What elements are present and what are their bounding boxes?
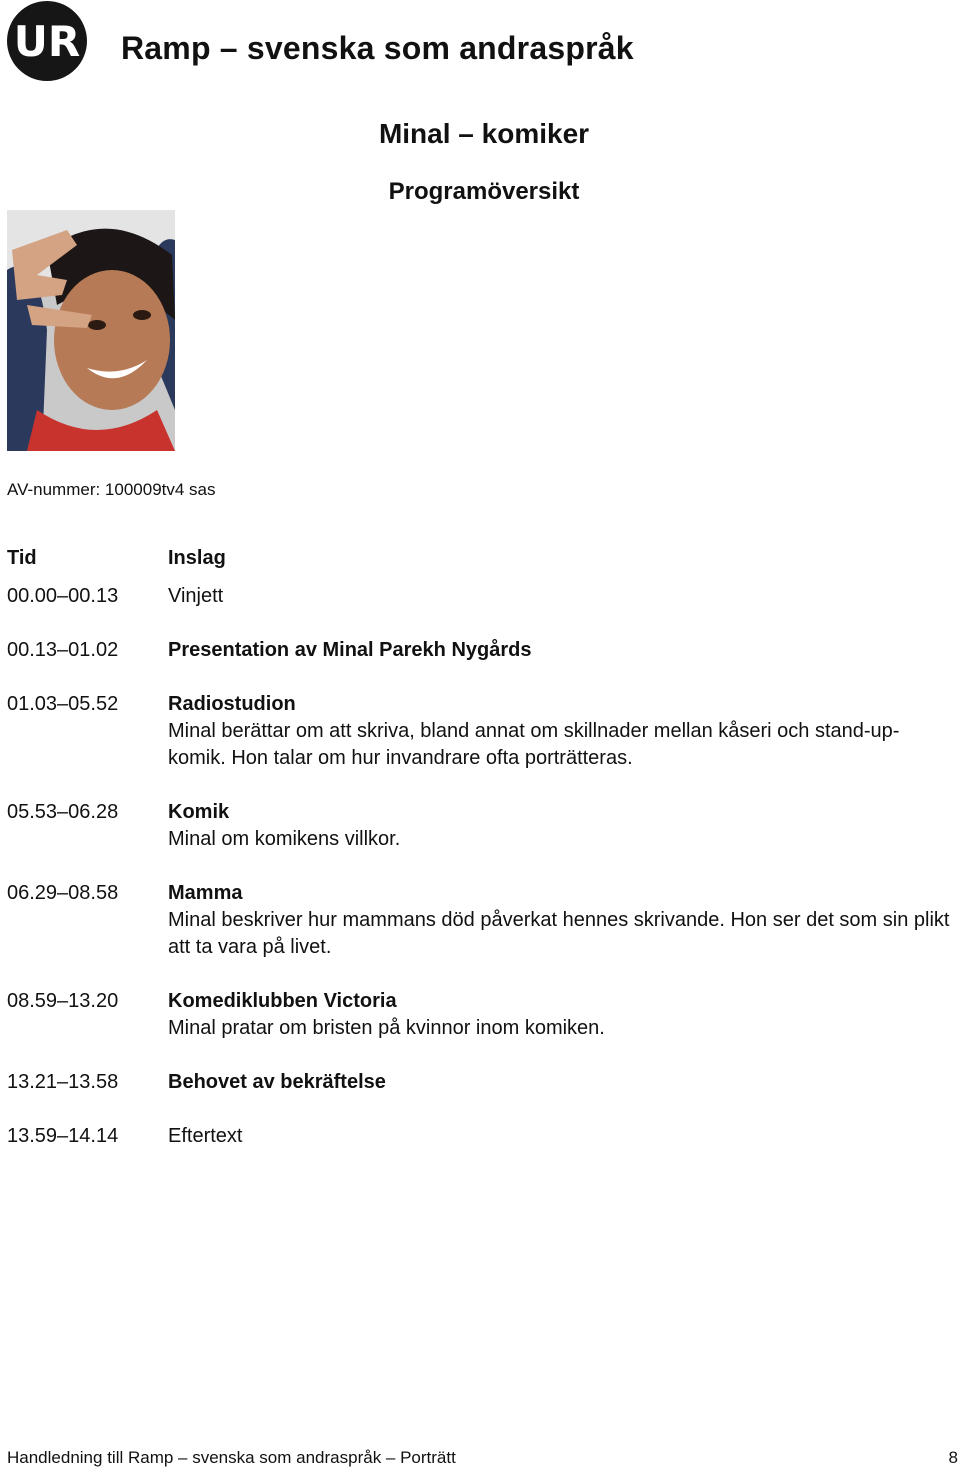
row-content (168, 880, 957, 961)
series-title: Ramp – svenska som andraspråk (121, 30, 634, 66)
time-column-header: Tid (7, 547, 37, 569)
row-title: Komediklubben Victoria (168, 990, 397, 1012)
row-title: Radiostudion (168, 693, 296, 715)
table-row (7, 799, 957, 853)
row-time: 00.00–00.13 (7, 585, 119, 607)
row-title: Behovet av bekräftelse (168, 1071, 386, 1093)
row-description: Minal pratar om bristen på kvinnor inom komiken. (168, 1017, 605, 1039)
table-row (7, 637, 957, 664)
program-table (7, 545, 957, 1177)
footer-text: Handledning till Ramp – svenska som andraspråk – Porträtt (7, 1448, 456, 1467)
row-title: Presentation av Minal Parekh Nygårds (168, 639, 532, 661)
table-row (7, 691, 957, 772)
row-time: 06.29–08.58 (7, 882, 119, 904)
page-number: 8 (948, 1448, 958, 1467)
program-overview-heading: Programöversikt (388, 178, 580, 205)
table-row (7, 1069, 957, 1096)
row-content (168, 691, 957, 772)
row-title: Eftertext (168, 1125, 243, 1147)
row-content (168, 799, 957, 853)
table-row (7, 880, 957, 961)
logo-text: UR (13, 17, 81, 66)
row-description: Minal beskriver hur mammans död påverkat hennes skrivande. Hon ser det som sin plikt att ta vara på livet. (168, 909, 950, 958)
table-row (7, 988, 957, 1042)
table-row (7, 583, 957, 610)
av-number: AV-nummer: 100009tv4 sas (7, 480, 216, 499)
row-time: 13.59–14.14 (7, 1125, 119, 1147)
row-title: Vinjett (168, 585, 224, 607)
table-header (7, 545, 957, 572)
program-title: Minal – komiker (378, 118, 590, 149)
row-time: 08.59–13.20 (7, 990, 119, 1012)
row-time: 00.13–01.02 (7, 639, 119, 661)
ur-logo (7, 1, 87, 81)
row-time: 05.53–06.28 (7, 801, 119, 823)
row-content (168, 988, 957, 1042)
row-description: Minal berättar om att skriva, bland annat om skillnader mellan kåseri och stand-up-komik. Hon talar om hur invandrare ofta porträtteras. (168, 720, 900, 769)
row-time: 13.21–13.58 (7, 1071, 119, 1093)
ur-logo-mark (7, 1, 87, 81)
page-footer (7, 1448, 958, 1468)
row-description: Minal om komikens villkor. (168, 828, 401, 850)
table-row (7, 1123, 957, 1150)
item-column-header: Inslag (168, 547, 226, 569)
row-time: 01.03–05.52 (7, 693, 119, 715)
portrait-photo (7, 210, 175, 451)
row-title: Komik (168, 801, 230, 823)
row-title: Mamma (168, 882, 243, 904)
